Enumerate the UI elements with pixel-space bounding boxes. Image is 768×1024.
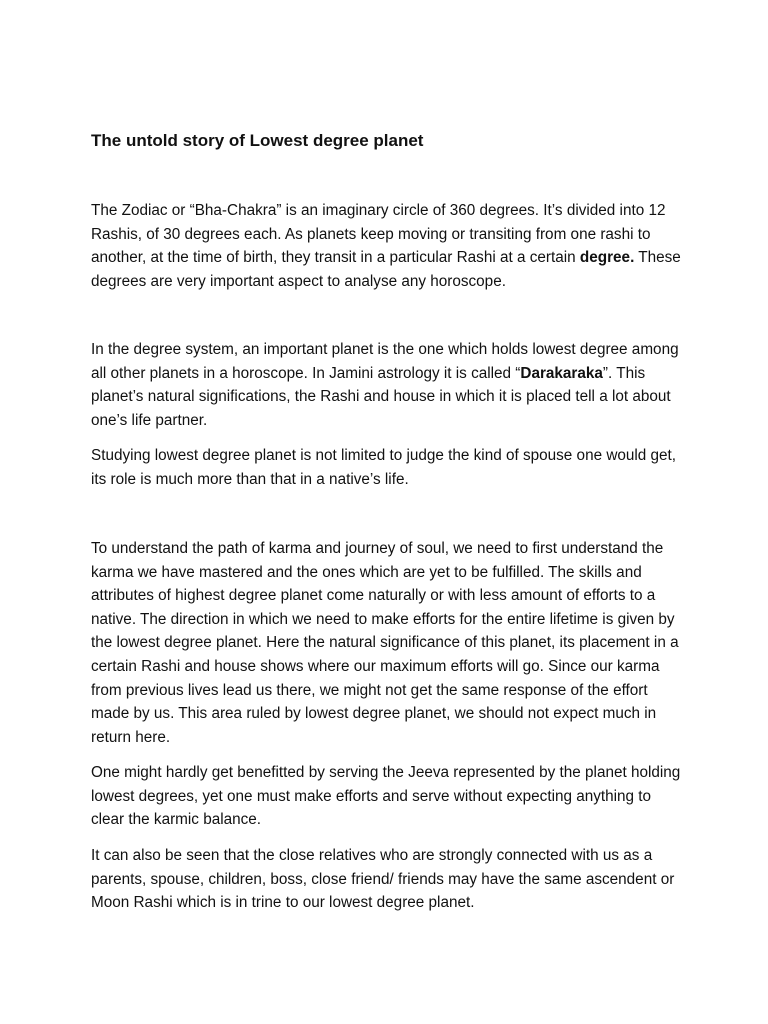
document-title: The untold story of Lowest degree planet — [91, 131, 424, 150]
paragraph-karma: To understand the path of karma and journey of soul, we need to first understand the karma we have mastered and the ones which are yet to be fulfilled. The skills and attributes of highest degree planet come naturally or with less amount of efforts to a native. The direction in which we need to make efforts for the entire lifetime is given by the lowest degree planet. Here the natural significance of this planet, its placement in a certain Rashi and house shows where our maximum efforts will go. Since our karma from previous lives lead us there, we might not get the same response of the effort made by us. This area ruled by lowest degree planet, we should not expect much in return here. — [91, 540, 679, 746]
paragraph-text: ”. This planet’s natural significations, the Rashi and house in which it is placed tell a lot about one’s life partner. — [91, 364, 671, 429]
paragraph-jeeva: One might hardly get benefitted by serving the Jeeva represented by the planet holding lowest degrees, yet one must make efforts and serve without expecting anything to clear the karmic balance. — [91, 764, 681, 829]
paragraph-text: The Zodiac or “Bha-Chakra” is an imaginary circle of 360 degrees. It’s divided into 12 Rashis, of 30 degrees each. As planets keep moving or transiting from one rashi to another, at the time of birth, they transit in a particular Rashi at a certain — [91, 202, 666, 267]
paragraph-degree-system — [91, 338, 687, 432]
paragraph-zodiac — [91, 199, 687, 293]
paragraph-relatives: It can also be seen that the close relatives who are strongly connected with us as a parents, spouse, children, boss, close friend/ friends may have the same ascendent or Moon Rashi which is in trine to our lowest degree planet. — [91, 847, 675, 912]
paragraph-text: In the degree system, an important planet is the one which holds lowest degree among all other planets in a horoscope. In Jamini astrology it is called “ — [91, 341, 679, 382]
bold-term-darakaraka: Darakaraka — [520, 364, 603, 382]
paragraph-text: These degrees are very important aspect to analyse any horoscope. — [91, 249, 681, 290]
bold-term-degree: degree. — [579, 249, 635, 267]
paragraph-studying: Studying lowest degree planet is not limited to judge the kind of spouse one would get, its role is much more than that in a native’s life. — [91, 447, 677, 488]
